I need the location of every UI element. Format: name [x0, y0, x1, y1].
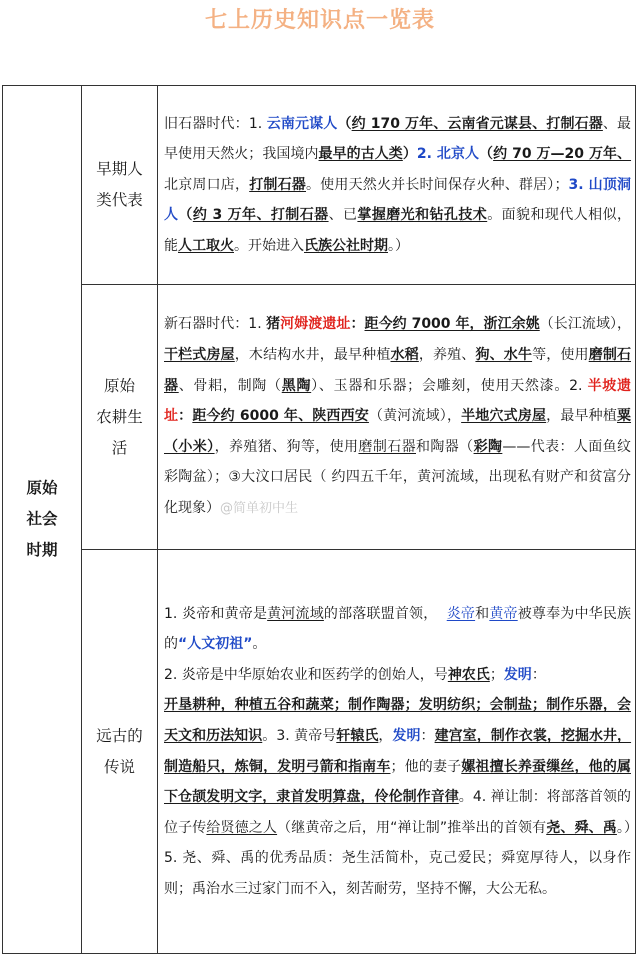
content-text: 和陶器（	[416, 438, 474, 455]
content-text: 北京周口店，	[164, 176, 250, 193]
content-text: 2.	[569, 377, 588, 394]
content-text: 。面貌和现代人相似，能	[164, 207, 631, 254]
content-text: 旧石器时代：1.	[164, 115, 267, 132]
content-text	[282, 378, 311, 394]
content-text	[391, 347, 419, 363]
page-title: 七上历史知识点一览表	[204, 8, 435, 33]
content-text: 距今约 7000 年，浙江余姚	[364, 316, 540, 333]
content-text	[336, 728, 378, 744]
content-text: 云南元谋人	[266, 115, 338, 132]
content-text: 半坡遗址	[164, 377, 632, 425]
content-text: 狗、水牛	[475, 347, 533, 364]
content-text: ）	[402, 146, 417, 163]
content-text: 约 3 万年、打制石器	[192, 207, 329, 224]
content-text: 距今约 6000 年、陕西西安	[192, 408, 369, 425]
content-text: “人文初祖”	[178, 636, 253, 653]
content-text: 、最早使用天然火；我国境内	[164, 115, 632, 163]
content-text: 掌握磨光和钻孔技术	[357, 207, 488, 224]
content-text: （	[337, 115, 352, 132]
content-text: 建宫室，制作衣裳，挖掘水井，制造船只，炼铜，发明弓箭和指南车	[164, 727, 632, 775]
watermark: @简单初中生	[220, 500, 299, 516]
content-text: ：	[178, 408, 193, 425]
topic-label: 农耕生	[96, 407, 143, 426]
content-text: 炎帝	[446, 605, 476, 622]
content-text: ，木结构水井，最早种植	[234, 347, 391, 364]
content-cell	[158, 86, 636, 285]
content-text: 。）5. 尧、舜、禹的优秀品质：尧生活简朴，克己爱民；舜宽厚待人，以身作则；禹治水三过家门而不入，刻苦耐劳，坚持不懈，大公无私。	[164, 819, 632, 897]
knowledge-table	[2, 85, 636, 954]
content-text: （	[479, 146, 494, 163]
table-row	[3, 550, 636, 954]
content-text	[357, 207, 487, 223]
content-text: 约 70 万—20 万年、	[493, 146, 632, 163]
content-text: 水稻	[390, 347, 419, 364]
topic-label: 传说	[103, 757, 135, 776]
content-text: 河姆渡遗址	[280, 316, 351, 333]
content-text: 。）	[388, 237, 409, 254]
content-text: 和	[475, 605, 490, 622]
content-text: 1. 炎帝和黄帝是	[164, 605, 268, 622]
content-text: 约 170 万年、云南省元谋县、打制石器	[351, 115, 603, 132]
content-text: 。使用天然火并长时间保存火种、群居）；	[305, 176, 569, 193]
topic-cell	[82, 86, 158, 285]
content-text	[474, 439, 503, 455]
content-text: 3. 山顶洞人	[164, 176, 632, 224]
content-text: （继黄帝之后，用“禅让制”推举出的首领有	[277, 819, 547, 836]
content-text: 氏族公社时期	[304, 237, 388, 254]
content-text: ：	[350, 316, 365, 333]
content-text: 、已	[328, 207, 358, 224]
content-text: （	[178, 207, 193, 224]
content-text: ，最早种植	[546, 408, 618, 425]
content-text: 2. 北京人	[416, 146, 480, 163]
content-text: 2. 炎帝是中华原始农业和医药学的创始人，号	[164, 666, 448, 683]
content-text: （黄河流域），	[368, 408, 462, 425]
content-text: 给贤德之人	[206, 819, 278, 836]
content-text: 嫘祖擅长养蚕缫丝，他的属下仓颉发明文字，隶首发明算盘，伶伦制作音律	[164, 758, 631, 806]
content-text	[493, 146, 631, 162]
content-text: 尧、舜、禹	[546, 819, 617, 836]
content-text: 人工取火	[178, 237, 234, 254]
period-label: 社会	[26, 510, 58, 528]
topic-cell	[82, 550, 158, 954]
content-text: 发明	[392, 727, 421, 744]
content-text: 。	[262, 727, 277, 744]
content-text	[192, 408, 369, 424]
content-text: 粟（小米）	[164, 408, 632, 455]
content-text: ，	[378, 727, 393, 744]
content-text: 黄帝	[489, 605, 518, 622]
content-text: 被尊奉为中华民族的	[164, 605, 632, 653]
table-row	[3, 86, 636, 285]
content-text: ，养殖、	[418, 347, 476, 364]
content-text: 神农氏	[447, 666, 490, 683]
content-text: ：	[531, 666, 546, 683]
content-text	[304, 238, 388, 254]
topic-label: 类代表	[96, 191, 143, 209]
content-text	[352, 116, 603, 132]
content-text: 发明	[503, 666, 532, 683]
table-row	[3, 285, 636, 550]
content-text: 磨制石器	[164, 347, 631, 394]
content-text: ；他的妻子	[390, 758, 462, 775]
content-text	[448, 667, 490, 683]
topic-label: 早期人	[96, 160, 143, 178]
content-text	[319, 146, 403, 162]
period-label: 原始	[26, 479, 58, 497]
topic-label: 原始	[103, 376, 135, 395]
content-text: 。4. 禅让制：将部落首领的位子传	[164, 789, 631, 836]
content-text: 黑陶	[281, 377, 312, 394]
content-text: 。	[252, 636, 267, 653]
period-label: 时期	[26, 541, 58, 559]
content-text: 半地穴式房屋	[461, 408, 547, 425]
content-cell	[158, 550, 636, 954]
content-text: ，养殖猪、狗等，使用	[214, 438, 359, 455]
content-text: 的部落联盟首领，	[323, 605, 438, 622]
period-cell	[3, 86, 82, 954]
topic-label: 活	[111, 438, 128, 457]
content-text	[546, 820, 617, 836]
content-text: 开垦耕种，种植五谷和蔬菜；制作陶器；发明纺织；会制盐；制作乐器，会天文和历法知识	[164, 697, 631, 744]
content-text	[164, 347, 235, 363]
content-text: 。开始进入	[234, 237, 304, 254]
content-text	[461, 408, 546, 424]
content-text	[365, 316, 540, 332]
content-text: 3. 黄帝号	[276, 727, 337, 744]
content-text: 彩陶	[473, 438, 503, 455]
topic-cell	[82, 285, 158, 550]
content-text: 黄河流域	[267, 605, 324, 622]
content-text: ；	[489, 666, 504, 683]
content-text: （长江流域），	[539, 316, 632, 333]
content-text: 磨制石器	[358, 438, 416, 455]
content-text: 、骨耜，制陶（	[178, 377, 282, 394]
content-text	[178, 238, 234, 254]
content-text: 猪	[266, 316, 281, 333]
content-text: 等，使用	[532, 347, 589, 364]
topic-label: 远古的	[96, 726, 143, 745]
content-text	[475, 347, 532, 363]
content-text: ：	[420, 727, 435, 744]
content-text: 新石器时代：1.	[164, 316, 267, 333]
content-text: 打制石器	[249, 176, 306, 193]
content-text: 轩辕氏	[336, 727, 379, 744]
content-text: ——代表：人面鱼纹彩陶盆）；③大汶口居民（ 约四五千年，黄河流域，出现私有财产和贫富分化现象）	[164, 438, 632, 516]
content-text: 最早的古人类	[318, 146, 403, 163]
content-text	[249, 177, 306, 193]
content-cell	[158, 285, 636, 550]
content-text: 干栏式房屋	[164, 347, 235, 364]
content-text	[193, 207, 329, 223]
content-text: ）、玉器和乐器；会雕刻，使用天然漆。	[311, 377, 570, 394]
